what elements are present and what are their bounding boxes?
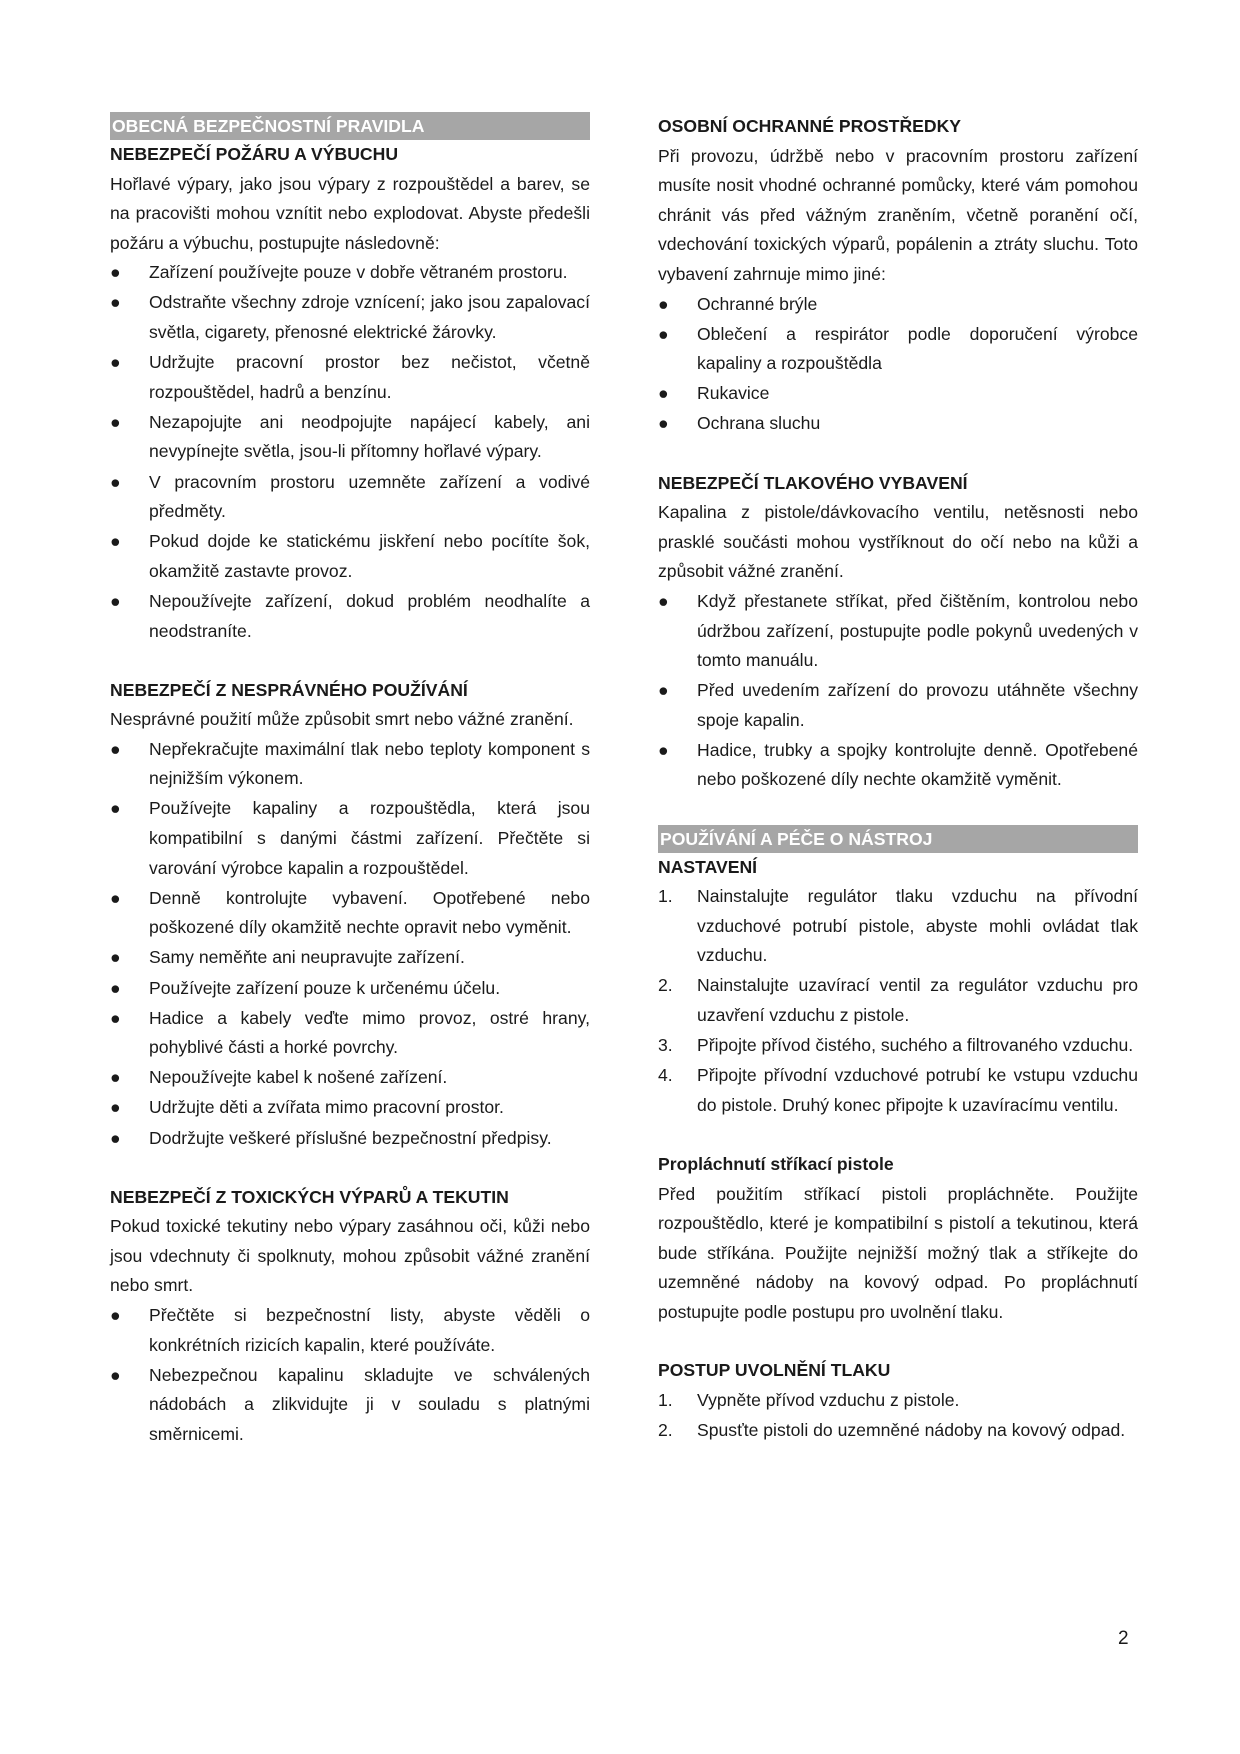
bullet-icon: ●	[658, 383, 669, 404]
bullet-icon: ●	[658, 413, 669, 434]
bullet-icon: ●	[658, 323, 669, 344]
list-item: 3. Připojte přívod čistého, suchého a filtrovaného vzduchu.	[658, 1035, 1134, 1056]
list-item: ● Ochrana sluchu	[658, 409, 1138, 439]
list-item: ● Nezapojujte ani neodpojujte napájecí kabely, ani nevypínejte světla, jsou-li přítomny hořlavé výpary.	[110, 408, 590, 467]
list-pressure	[658, 587, 1138, 795]
section-band-tool-use-care: POUŽÍVÁNÍ A PÉČE O NÁSTROJ	[658, 825, 1138, 853]
bullet-icon: ●	[658, 680, 669, 701]
list-pressure-relief	[658, 1386, 1138, 1446]
bullet-icon: ●	[110, 738, 121, 759]
heading-fire-hazard: NEBEZPEČÍ POŽÁRU A VÝBUCHU	[110, 144, 399, 164]
list-setup	[658, 882, 1138, 1120]
list-item: ● Nepoužívejte kabel k nošené zařízení.	[110, 1063, 590, 1093]
list-item: ● Zařízení používejte pouze v dobře větraném prostoru.	[110, 258, 590, 288]
bullet-icon: ●	[110, 1304, 121, 1325]
list-item: ● Před uvedením zařízení do provozu utáhněte všechny spoje kapalin.	[658, 676, 1138, 735]
bullet-icon: ●	[110, 262, 121, 283]
heading-pressure-relief: POSTUP UVOLNĚNÍ TLAKU	[658, 1360, 891, 1381]
bullet-icon: ●	[110, 1067, 121, 1088]
heading-ppe: OSOBNÍ OCHRANNÉ PROSTŘEDKY	[658, 116, 962, 136]
bullet-icon: ●	[110, 1007, 121, 1028]
paragraph-pressure-intro: Kapalina z pistole/dávkovacího ventilu, netěsnosti nebo prasklé součásti mohou vystříknout do očí nebo na kůži a způsobit vážné zranění.	[658, 502, 1138, 582]
bullet-icon: ●	[110, 531, 121, 552]
list-item: ● Používejte kapaliny a rozpouštědla, která jsou kompatibilní s danými částmi zařízení. Přečtěte si varování výrobce kapalin a rozpouštědel.	[110, 794, 590, 883]
bullet-icon: ●	[110, 352, 121, 373]
paragraph-misuse-intro: Nesprávné použití může způsobit smrt nebo vážné zranění.	[110, 709, 574, 730]
list-item: ● Dodržujte veškeré příslušné bezpečnostní předpisy.	[110, 1124, 590, 1154]
bullet-icon: ●	[110, 798, 121, 819]
heading-setup: NASTAVENÍ	[658, 856, 758, 877]
bullet-icon: ●	[658, 293, 669, 314]
bullet-icon: ●	[110, 292, 121, 313]
list-item: ● Používejte zařízení pouze k určenému účelu.	[110, 974, 590, 1004]
list-toxic	[110, 1301, 590, 1449]
list-item: ● Denně kontrolujte vybavení. Opotřebené nebo poškozené díly okamžitě nechte opravit nebo vyměnit.	[110, 884, 590, 943]
list-item: ● Oblečení a respirátor podle doporučení výrobce kapaliny a rozpouštědla	[658, 320, 1138, 379]
bullet-icon: ●	[110, 590, 121, 611]
list-misuse	[110, 735, 590, 1153]
list-fire	[110, 258, 590, 646]
list-item: ● Ochranné brýle	[658, 290, 1138, 320]
list-item: ● Nepřekračujte maximální tlak nebo teploty komponent s nejnižším výkonem.	[110, 735, 590, 794]
bullet-icon: ●	[110, 947, 121, 968]
list-item: ● Přečtěte si bezpečnostní listy, abyste věděli o konkrétních rizicích kapalin, které používáte.	[110, 1301, 590, 1360]
list-item: ● Udržujte děti a zvířata mimo pracovní prostor.	[110, 1093, 590, 1123]
heading-flush: Propláchnutí stříkací pistole	[658, 1153, 894, 1174]
list-item: ● Odstraňte všechny zdroje vznícení; jako jsou zapalovací světla, cigarety, přenosné elektrické žárovky.	[110, 288, 590, 347]
list-item: ● Hadice a kabely veďte mimo provoz, ostré hrany, pohyblivé části a horké povrchy.	[110, 1004, 590, 1063]
list-ppe	[658, 290, 1138, 439]
list-item: ● Rukavice	[658, 379, 1138, 409]
bullet-icon: ●	[110, 887, 121, 908]
list-item: ● Samy neměňte ani neupravujte zařízení.	[110, 943, 590, 973]
left-column	[110, 112, 590, 1450]
heading-toxic-hazard: NEBEZPEČÍ Z TOXICKÝCH VÝPARŮ A TEKUTIN	[110, 1186, 509, 1207]
right-column	[658, 112, 1138, 1446]
heading-pressure-hazard: NEBEZPEČÍ TLAKOVÉHO VYBAVENÍ	[658, 472, 968, 493]
list-item: ● Udržujte pracovní prostor bez nečistot, včetně rozpouštědel, hadrů a benzínu.	[110, 348, 590, 407]
list-item: ● Pokud dojde ke statickému jiskření nebo pocítíte šok, okamžitě zastavte provoz.	[110, 527, 590, 586]
bullet-icon: ●	[110, 1127, 121, 1148]
bullet-icon: ●	[110, 1364, 121, 1385]
bullet-icon: ●	[658, 590, 669, 611]
list-item: 2. Spusťte pistoli do uzemněné nádoby na kovový odpad.	[658, 1420, 1126, 1441]
list-item: 1. Nainstalujte regulátor tlaku vzduchu na přívodní vzduchové potrubí pistole, abyste mohli ovládat tlak vzduchu.	[658, 886, 1138, 966]
list-item: ● Nebezpečnou kapalinu skladujte ve schválených nádobách a zlikvidujte ji v souladu s platnými směrnicemi.	[110, 1361, 590, 1450]
section-band-general-safety: OBECNÁ BEZPEČNOSTNÍ PRAVIDLA	[110, 112, 590, 140]
bullet-icon: ●	[658, 739, 669, 760]
paragraph-flush: Před použitím stříkací pistoli propláchněte. Použijte rozpouštědlo, které je kompatibilní s pistolí a tekutinou, která bude stříkána. Použijte nejnižší možný tlak a stříkejte do uzemněné nádoby na kovový odpad. Po propláchnutí postupujte podle postupu pro uvolnění tlaku.	[658, 1183, 1138, 1322]
list-item: 1. Vypněte přívod vzduchu z pistole.	[658, 1390, 960, 1411]
paragraph-ppe-intro: Při provozu, údržbě nebo v pracovním prostoru zařízení musíte nosit vhodné ochranné pomůcky, které vám pomohou chránit vás před vážným zraněním, včetně poranění očí, vdechování toxických výparů, popálenin a ztráty sluchu. Toto vybavení zahrnuje mimo jiné:	[658, 145, 1138, 284]
bullet-icon: ●	[110, 977, 121, 998]
list-item: ● Když přestanete stříkat, před čištěním, kontrolou nebo údržbou zařízení, postupujte podle pokynů uvedených v tomto manuálu.	[658, 587, 1138, 676]
paragraph-toxic-intro: Pokud toxické tekutiny nebo výpary zasáhnou oči, kůži nebo jsou vdechnuty či spolknuty, mohou způsobit vážné zranění nebo smrt.	[110, 1216, 590, 1296]
list-item: 4. Připojte přívodní vzduchové potrubí ke vstupu vzduchu do pistole. Druhý konec připojte k uzavíracímu ventilu.	[658, 1065, 1138, 1115]
bullet-icon: ●	[110, 471, 121, 492]
list-item: ● Hadice, trubky a spojky kontrolujte denně. Opotřebené nebo poškozené díly nechte okamžitě vyměnit.	[658, 736, 1138, 795]
paragraph-fire-intro: Hořlavé výpary, jako jsou výpary z rozpouštědel a barev, se na pracovišti mohou vznítit nebo explodovat. Abyste předešli požáru a výbuchu, postupujte následovně:	[110, 173, 590, 253]
heading-misuse-hazard: NEBEZPEČÍ Z NESPRÁVNÉHO POUŽÍVÁNÍ	[110, 679, 468, 700]
bullet-icon: ●	[110, 1097, 121, 1118]
list-item: ● Nepoužívejte zařízení, dokud problém neodhalíte a neodstraníte.	[110, 587, 590, 646]
bullet-icon: ●	[110, 411, 121, 432]
list-item: ● V pracovním prostoru uzemněte zařízení a vodivé předměty.	[110, 468, 590, 527]
page-number: 2	[1118, 1628, 1129, 1649]
list-item: 2. Nainstalujte uzavírací ventil za regulátor vzduchu pro uzavření vzduchu z pistole.	[658, 975, 1138, 1026]
